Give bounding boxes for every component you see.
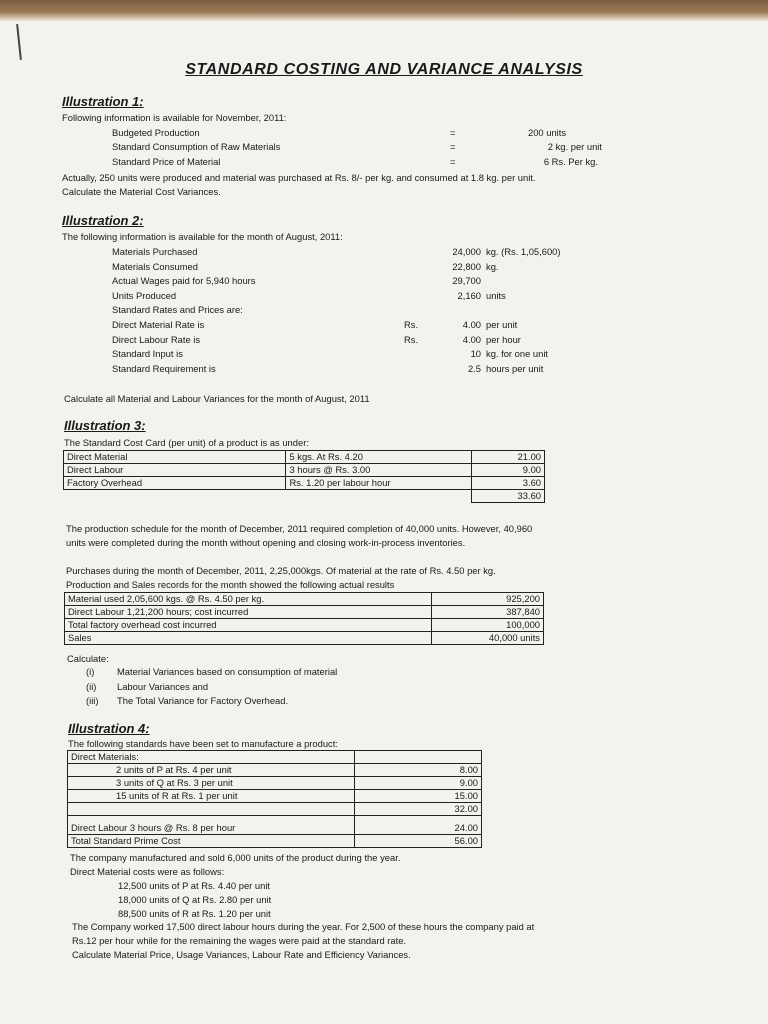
ill2-row-value: 10 bbox=[470, 348, 481, 359]
page-top-shadow bbox=[0, 0, 768, 22]
ill1-row-value: 2 kg. per unit bbox=[547, 141, 602, 152]
table-row bbox=[64, 451, 545, 464]
ill2-row-label: Materials Purchased bbox=[112, 246, 198, 257]
card-basis: Rs. 1.20 per labour hour bbox=[286, 477, 472, 490]
ill1-row-value: 200 units bbox=[528, 127, 567, 138]
ill2-row-unit: kg. bbox=[486, 261, 499, 272]
table-row bbox=[68, 751, 482, 764]
card-basis: 3 hours @ Rs. 3.00 bbox=[286, 464, 472, 477]
table-row bbox=[65, 593, 544, 606]
ill2-row-value: 22,800 bbox=[452, 261, 481, 272]
material-item: 3 units of Q at Rs. 3 per unit bbox=[68, 777, 355, 790]
ill1-row-eq: = bbox=[450, 141, 456, 152]
card-amount: 21.00 bbox=[472, 451, 545, 464]
ill3-paragraph: units were completed during the month without opening and closing work-in-process inventories. bbox=[66, 537, 466, 548]
table-row bbox=[64, 490, 545, 503]
actual-amount: 100,000 bbox=[432, 619, 544, 632]
actual-item: Sales bbox=[65, 632, 432, 645]
ill1-row-label: Standard Price of Material bbox=[112, 156, 221, 167]
prime-item: Total Standard Prime Cost bbox=[68, 835, 355, 848]
dm-label: Direct Materials: bbox=[68, 751, 355, 764]
ill2-row-label: Units Produced bbox=[112, 290, 177, 301]
ill2-row-value: 4.00 bbox=[462, 319, 481, 330]
calc-num: (iii) bbox=[86, 695, 99, 706]
ill4-cost-line: 18,000 units of Q at Rs. 2.80 per unit bbox=[118, 894, 272, 905]
actual-amount: 387,840 bbox=[432, 606, 544, 619]
table-row bbox=[64, 477, 545, 490]
card-total: 33.60 bbox=[472, 490, 545, 503]
table-row bbox=[65, 606, 544, 619]
card-item: Factory Overhead bbox=[64, 477, 286, 490]
illustration-4-intro: The following standards have been set to manufacture a product: bbox=[68, 738, 338, 749]
ill2-row-label: Actual Wages paid for 5,940 hours bbox=[112, 275, 256, 286]
card-amount: 3.60 bbox=[472, 477, 545, 490]
ill2-row-value: 4.00 bbox=[462, 334, 481, 345]
ill2-closing: Calculate all Material and Labour Variances for the month of August, 2011 bbox=[64, 393, 370, 404]
ill3-paragraph: Production and Sales records for the month showed the following actual results bbox=[66, 579, 395, 590]
materials-total: 32.00 bbox=[355, 803, 482, 816]
table-row bbox=[68, 803, 482, 816]
prime-amount: 56.00 bbox=[355, 835, 482, 848]
calc-num: (ii) bbox=[86, 681, 97, 692]
material-amount: 8.00 bbox=[355, 764, 482, 777]
actual-amount: 40,000 units bbox=[432, 632, 544, 645]
ill4-text: Direct Material costs were as follows: bbox=[70, 866, 225, 877]
ill2-row-value: 24,000 bbox=[452, 246, 481, 257]
material-item: 15 units of R at Rs. 1 per unit bbox=[68, 790, 355, 803]
calc-num: (i) bbox=[86, 666, 95, 677]
standards-table bbox=[67, 750, 482, 848]
actual-item: Total factory overhead cost incurred bbox=[65, 619, 432, 632]
table-row bbox=[65, 619, 544, 632]
ill2-row-label: Standard Requirement is bbox=[112, 363, 216, 374]
table-row bbox=[64, 464, 545, 477]
ill1-row-label: Budgeted Production bbox=[112, 127, 200, 138]
ill2-row-unit: per unit bbox=[486, 319, 518, 330]
card-item: Direct Material bbox=[64, 451, 286, 464]
card-item: Direct Labour bbox=[64, 464, 286, 477]
ill4-text: The Company worked 17,500 direct labour hours during the year. For 2,500 of these hours the company paid at bbox=[72, 921, 535, 932]
ill2-row-unit: kg. for one unit bbox=[486, 348, 549, 359]
illustration-2-intro: The following information is available for the month of August, 2011: bbox=[62, 231, 343, 242]
actual-results-table bbox=[64, 592, 544, 645]
ill1-row-eq: = bbox=[450, 156, 456, 167]
labour-amount: 24.00 bbox=[355, 816, 482, 835]
card-amount: 9.00 bbox=[472, 464, 545, 477]
illustration-4-heading: Illustration 4: bbox=[68, 721, 150, 736]
ill2-row-value: 2,160 bbox=[457, 290, 481, 301]
ill2-row-unit: kg. (Rs. 1,05,600) bbox=[486, 246, 561, 257]
ill2-row-label: Materials Consumed bbox=[112, 261, 198, 272]
actual-item: Material used 2,05,600 kgs. @ Rs. 4.50 per kg. bbox=[65, 593, 432, 606]
ill4-cost-line: 12,500 units of P at Rs. 4.40 per unit bbox=[118, 880, 271, 891]
standard-cost-card bbox=[63, 450, 545, 503]
ill2-row-label: Direct Labour Rate is bbox=[112, 334, 201, 345]
ill2-row-rs: Rs. bbox=[404, 334, 419, 345]
material-amount: 9.00 bbox=[355, 777, 482, 790]
card-basis: 5 kgs. At Rs. 4.20 bbox=[286, 451, 472, 464]
ill4-cost-line: 88,500 units of R at Rs. 1.20 per unit bbox=[118, 908, 271, 919]
ill2-row-unit: per hour bbox=[486, 334, 521, 345]
table-row bbox=[68, 764, 482, 777]
calc-text: The Total Variance for Factory Overhead. bbox=[117, 695, 289, 706]
ill1-row-label: Standard Consumption of Raw Materials bbox=[112, 141, 281, 152]
illustration-3-heading: Illustration 3: bbox=[64, 418, 146, 433]
ill2-row-label: Standard Input is bbox=[112, 348, 183, 359]
labour-item: Direct Labour 3 hours @ Rs. 8 per hour bbox=[68, 816, 355, 835]
ill2-row-value: 2.5 bbox=[467, 363, 481, 374]
ill3-paragraph: Purchases during the month of December, 2011, 2,25,000kgs. Of material at the rate of Rs. 4.50 per kg. bbox=[66, 565, 496, 576]
illustration-2-heading: Illustration 2: bbox=[62, 213, 144, 228]
ill1-text: Calculate the Material Cost Variances. bbox=[62, 186, 221, 197]
ill3-calculate-label: Calculate: bbox=[67, 653, 109, 664]
ill4-text: The company manufactured and sold 6,000 units of the product during the year. bbox=[70, 852, 401, 863]
pen-mark bbox=[16, 24, 22, 60]
ill4-text: Calculate Material Price, Usage Variances, Labour Rate and Efficiency Variances. bbox=[72, 949, 411, 960]
actual-amount: 925,200 bbox=[432, 593, 544, 606]
table-row bbox=[68, 835, 482, 848]
calc-text: Material Variances based on consumption of material bbox=[117, 666, 338, 677]
ill2-row-value: 29,700 bbox=[452, 275, 481, 286]
table-row bbox=[68, 790, 482, 803]
ill2-row-unit: hours per unit bbox=[486, 363, 544, 374]
ill2-row-label: Direct Material Rate is bbox=[112, 319, 205, 330]
illustration-3-intro: The Standard Cost Card (per unit) of a product is as under: bbox=[64, 437, 309, 448]
ill1-row-value: 6 Rs. Per kg. bbox=[543, 156, 598, 167]
actual-item: Direct Labour 1,21,200 hours; cost incurred bbox=[65, 606, 432, 619]
ill2-row-label: Standard Rates and Prices are: bbox=[112, 304, 243, 315]
ill4-text: Rs.12 per hour while for the remaining the wages were paid at the standard rate. bbox=[72, 935, 407, 946]
table-row bbox=[68, 816, 482, 835]
ill2-row-unit: units bbox=[486, 290, 506, 301]
material-item: 2 units of P at Rs. 4 per unit bbox=[68, 764, 355, 777]
ill3-paragraph: The production schedule for the month of December, 2011 required completion of 40,000 units. However, 40,960 bbox=[66, 523, 533, 534]
table-row bbox=[65, 632, 544, 645]
material-amount: 15.00 bbox=[355, 790, 482, 803]
table-row bbox=[68, 777, 482, 790]
ill1-row-eq: = bbox=[450, 127, 456, 138]
ill1-text: Actually, 250 units were produced and material was purchased at Rs. 8/- per kg. and consumed at 1.8 kg. per unit. bbox=[62, 172, 536, 183]
ill2-row-rs: Rs. bbox=[404, 319, 419, 330]
calc-text: Labour Variances and bbox=[117, 681, 209, 692]
page-title: STANDARD COSTING AND VARIANCE ANALYSIS bbox=[185, 61, 583, 78]
illustration-1-intro: Following information is available for November, 2011: bbox=[62, 112, 287, 123]
illustration-1-heading: Illustration 1: bbox=[62, 94, 144, 109]
